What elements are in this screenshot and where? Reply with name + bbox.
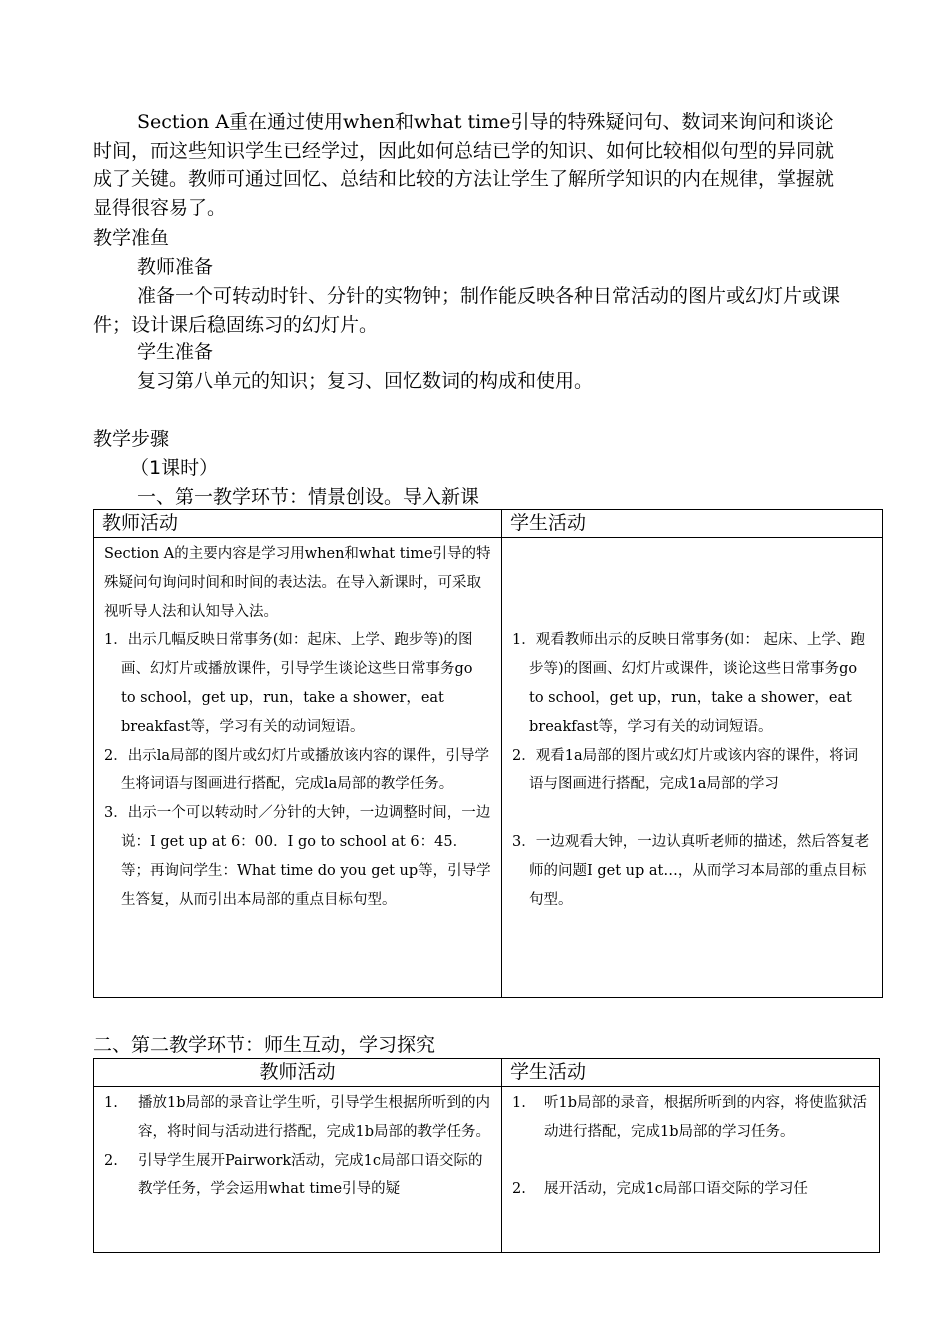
intro-paragraph: Section A重在通过使用when和what time引导的特殊疑问句、数词来询问和谈论时间，而这些知识学生已经学过，因此如何总结已学的知识、如何比较相似句型的异同就成了关键。教师可通过回忆、总结和比较的方法让学生了解所学知识的内在规律，掌握就显得很容易了。 xyxy=(93,111,835,219)
section1-title: 一、第一教学环节：情景创设。导入新课 xyxy=(137,486,480,508)
table2-student-item: 2. 展开活动，完成1c局部口语交际的学习任 xyxy=(512,1181,808,1198)
table1-teacher-item: 3．出示一个可以转动时／分针的大钟，一边调整时间，一边说：I get up at 6：00．I go to school at 6：45．等；再询问学生：What time do you get up等，引导学生答复，从而引出本局部的重点目标句型。 xyxy=(104,805,491,908)
teacher-prep-heading: 教师准备 xyxy=(137,256,214,278)
table1-header-teacher: 教师活动 xyxy=(94,510,502,538)
table2-teacher-item: 1. 播放1b局部的录音让学生听，引导学生根据所听到的内容，将时间与活动进行搭配，完成1b局部的教学任务。 xyxy=(104,1095,491,1140)
teacher-prep-text: 准备一个可转动时针、分针的实物钟；制作能反映各种日常活动的图片或幻灯片或课件；设计课后稳固练习的幻灯片。 xyxy=(93,285,841,336)
table1-teacher-intro: Section A的主要内容是学习用when和what time引导的特殊疑问句询问时间和时间的表达法。在导入新课时，可采取视听导人法和认知导入法。 xyxy=(104,546,491,620)
table2-student-item: 1. 听1b局部的录音，根据所听到的内容，将使监狱活动进行搭配，完成1b局部的学习任务。 xyxy=(512,1095,868,1140)
table2-teacher-cell xyxy=(94,1087,502,1253)
student-prep-text: 复习第八单元的知识；复习、回忆数词的构成和使用。 xyxy=(137,370,594,392)
activity-table-2 xyxy=(93,1058,880,1253)
table1-student-item: 2．观看1a局部的图片或幻灯片或该内容的课件，将词语与图画进行搭配，完成1a局部的学习 xyxy=(512,747,859,793)
table1-header-student: 学生活动 xyxy=(502,510,883,538)
student-prep-heading: 学生准备 xyxy=(137,341,214,363)
table1-student-cell xyxy=(502,538,883,998)
table2-header-teacher: 教师活动 xyxy=(94,1059,502,1087)
table1-teacher-cell xyxy=(94,538,502,998)
activity-table-1 xyxy=(93,509,883,998)
period-label: （1课时） xyxy=(130,457,219,479)
table1-teacher-item: 2．出示la局部的图片或幻灯片或播放该内容的课件，引导学生将词语与图画进行搭配，完成la局部的教学任务。 xyxy=(104,747,490,793)
prep-heading: 教学准鱼 xyxy=(93,227,170,249)
section2-title: 二、第二教学环节：师生互动，学习探究 xyxy=(93,1034,436,1056)
table2-header-student: 学生活动 xyxy=(502,1059,880,1087)
table2-teacher-item: 2. 引导学生展开Pairwork活动，完成1c局部口语交际的教学任务，学会运用what time引导的疑 xyxy=(104,1152,483,1198)
table1-student-item: 1．观看教师出示的反映日常事务(如： 起床、上学、跑步等)的图画、幻灯片或课件，谈论这些日常事务go to school，get up，run，take a shower，eat breakfast等，学习有关的动词短语。 xyxy=(512,632,865,735)
table1-student-item: 3．一边观看大钟，一边认真听老师的描述，然后答复老师的问题I get up at…，从而学习本局部的重点目标句型。 xyxy=(512,833,870,908)
steps-heading: 教学步骤 xyxy=(93,428,170,450)
table1-teacher-item: 1．出示几幅反映日常事务(如：起床、上学、跑步等)的图画、幻灯片或播放课件，引导学生谈论这些日常事务go to school，get up，run，take a shower，eat breakfast等，学习有关的动词短语。 xyxy=(104,632,473,735)
table2-student-cell xyxy=(502,1087,880,1253)
